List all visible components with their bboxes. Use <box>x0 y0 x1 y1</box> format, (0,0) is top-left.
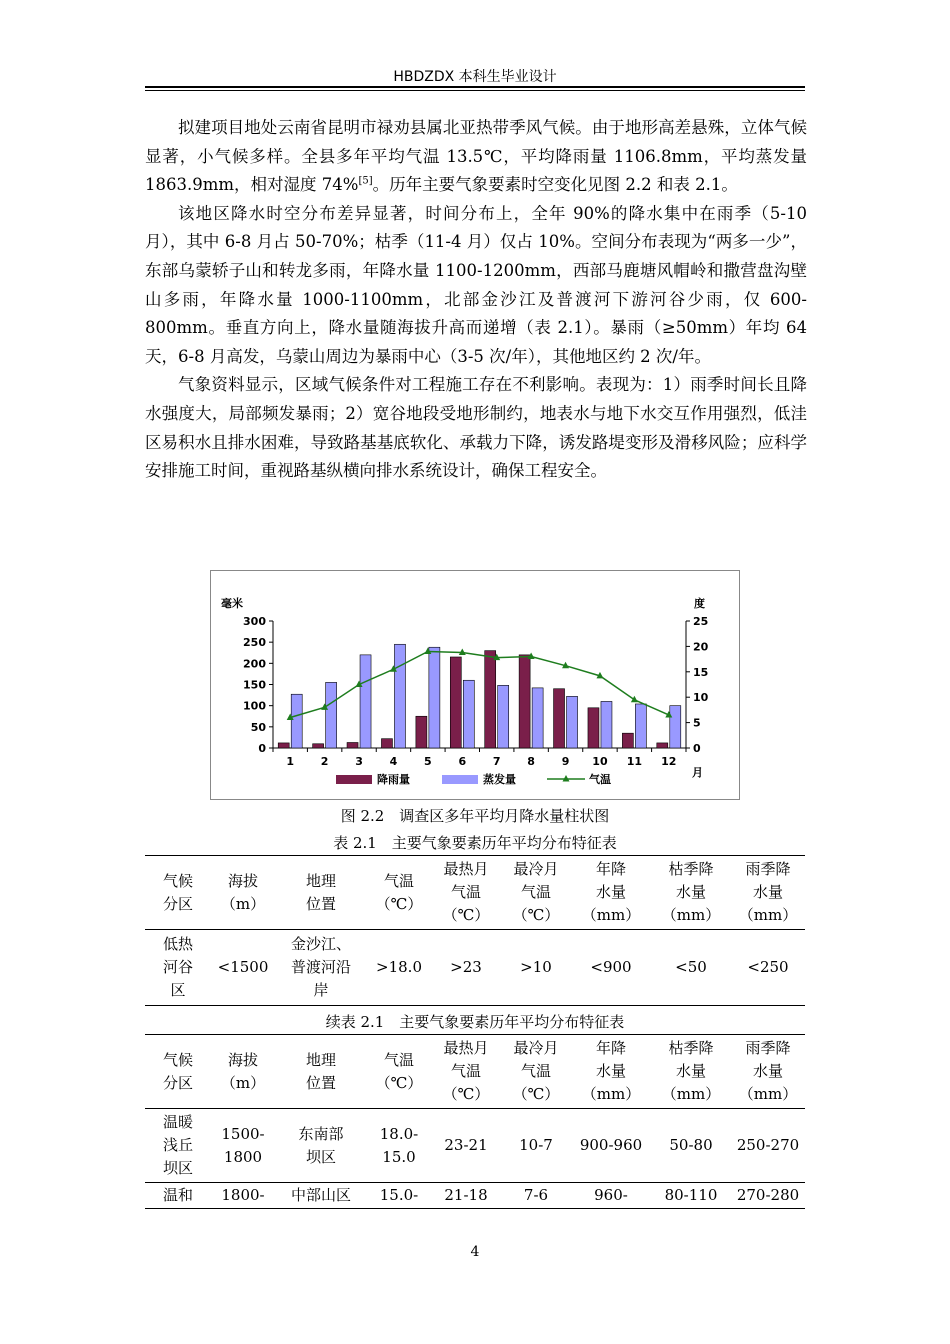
table-cell: 温和 <box>145 1183 211 1209</box>
bar-evaporation <box>429 647 440 748</box>
bar-rainfall <box>519 655 530 748</box>
table-row <box>145 930 805 1006</box>
table-cell: <1500 <box>211 930 275 1006</box>
column-header: 气温 （℃） <box>367 856 431 930</box>
table-cell: 金沙江、 普渡河沿 岸 <box>275 930 367 1006</box>
y-tick-label-left: 250 <box>243 636 266 650</box>
bar-evaporation <box>463 680 474 748</box>
column-header: 最冷月 气温 （℃） <box>501 856 571 930</box>
y-tick-label-left: 200 <box>243 657 266 671</box>
table-cell: 18.0- 15.0 <box>367 1109 431 1183</box>
bar-evaporation <box>532 688 543 748</box>
column-header: 枯季降 水量 （mm） <box>651 1035 731 1109</box>
bar-rainfall <box>450 657 461 748</box>
legend-label-temperature: 气温 <box>589 773 611 786</box>
y-axis-label-left: 毫米 <box>221 597 243 610</box>
figure-caption: 图 2.2 调查区多年平均月降水量柱状图 <box>340 807 610 825</box>
bar-rainfall <box>554 689 565 748</box>
column-header: 枯季降 水量 （mm） <box>651 856 731 930</box>
x-tick-label: 2 <box>320 755 329 768</box>
point-temperature <box>631 696 638 703</box>
bar-evaporation <box>394 644 405 748</box>
table-cell: 中部山区 <box>275 1183 367 1209</box>
table-cell: <250 <box>731 930 805 1006</box>
paragraph-precipitation: 该地区降水时空分布差异显著，时间分布上，全年 90%的降水集中在雨季（5-10 月），其中 6-8 月占 50-70%；枯季（11-4 月）仅占 10%。空间分布表现为“两多一少”，东部乌蒙轿子山和转龙多雨，年降水量 1100-1200mm，西部马鹿塘风帽岭和撒营盘沟壁山多雨，年降水量 1000-1100mm，北部金沙江及普渡河下游河谷少雨，仅 600-800mm。垂直方向上，降水量随海拔升高而递增（表 2.1）。暴雨（≥50mm）年均 64 天，6-8 月高发，乌蒙山周边为暴雨中心（3-5 次/年），其他地区约 2 次/年。 <box>145 203 807 366</box>
table-caption: 表 2.1 主要气象要素历年平均分布特征表 <box>333 834 617 852</box>
y-tick-label-right: 25 <box>693 615 709 628</box>
paragraph-1-text: 拟建项目地处云南省昆明市禄劝县属北亚热带季风气候。由于地形高差悬殊，立体气候显著，小气候多样。全县多年平均气温 13.5℃，平均降雨量 1106.8mm，平均蒸发量 1863.9mm，相对湿度 74% <box>145 118 807 195</box>
bar-evaporation <box>326 682 337 748</box>
table-cell: 80-110 <box>651 1183 731 1209</box>
bar-rainfall <box>313 744 324 748</box>
x-axis-label: 月 <box>692 766 703 779</box>
bar-line-chart <box>211 571 739 799</box>
column-header: 雨季降 水量 （mm） <box>731 1035 805 1109</box>
column-header: 海拔 （m） <box>211 1035 275 1109</box>
table-header-row <box>145 856 805 930</box>
climate-table <box>145 855 805 1006</box>
table-row <box>145 1183 805 1209</box>
x-tick-label: 12 <box>661 755 677 768</box>
bar-rainfall <box>278 743 289 748</box>
x-tick-label: 6 <box>458 755 467 768</box>
legend-label-rainfall: 降雨量 <box>377 773 410 786</box>
x-tick-label: 5 <box>424 755 432 768</box>
column-header: 气候 分区 <box>145 856 211 930</box>
y-tick-label-right: 0 <box>693 742 701 755</box>
y-tick-label-left: 50 <box>250 720 266 734</box>
table-cell: 250-270 <box>731 1109 805 1183</box>
x-tick-label: 9 <box>561 755 570 768</box>
bar-rainfall <box>381 739 392 748</box>
bar-evaporation <box>567 696 578 748</box>
table-cell: <50 <box>651 930 731 1006</box>
column-header: 年降 水量 （mm） <box>571 856 651 930</box>
bar-evaporation <box>498 685 509 748</box>
table-cell: 7-6 <box>501 1183 571 1209</box>
paragraph-climate-overview <box>145 114 807 200</box>
y-tick-label-right: 5 <box>693 716 701 730</box>
table-cell: <900 <box>571 930 651 1006</box>
page-header: HBDZDX 本科生毕业设计 <box>393 69 557 85</box>
bar-evaporation <box>291 694 302 748</box>
paragraph-1-tail: 。历年主要气象要素时空变化见图 2.2 和表 2.1。 <box>372 175 738 195</box>
table-cell: 1800- <box>211 1183 275 1209</box>
chart-figure <box>210 570 740 800</box>
table-cell: 1500- 1800 <box>211 1109 275 1183</box>
table-cell: 960- <box>571 1183 651 1209</box>
table-header-row <box>145 1035 805 1109</box>
header-rule <box>145 86 805 88</box>
y-tick-label-right: 10 <box>693 691 709 705</box>
legend-label-evaporation: 蒸发量 <box>483 773 516 786</box>
bar-evaporation <box>601 701 612 748</box>
y-tick-label-left: 0 <box>258 742 266 755</box>
x-tick-label: 11 <box>626 755 643 768</box>
table-cell: 50-80 <box>651 1109 731 1183</box>
table-cell: 温暖 浅丘 坝区 <box>145 1109 211 1183</box>
table-cell: 低热 河谷 区 <box>145 930 211 1006</box>
y-axis-label-right: 度 <box>694 597 705 610</box>
table-cell: >10 <box>501 930 571 1006</box>
table-cell: 21-18 <box>431 1183 501 1209</box>
bar-evaporation <box>360 655 371 748</box>
x-tick-label: 8 <box>527 755 535 768</box>
table-cell: >18.0 <box>367 930 431 1006</box>
climate-table-continued <box>145 1034 805 1209</box>
paragraph-construction-impact: 气象资料显示，区域气候条件对工程施工存在不利影响。表现为：1）雨季时间长且降水强度大，局部频发暴雨；2）宽谷地段受地形制约，地表水与地下水交互作用强烈，低洼区易积水且排水困难，导致路基基底软化、承载力下降，诱发路堤变形及滑移风险；应科学安排施工时间，重视路基纵横向排水系统设计，确保工程安全。 <box>145 375 807 481</box>
bar-rainfall <box>622 733 633 748</box>
column-header: 雨季降 水量 （mm） <box>731 856 805 930</box>
column-header: 地理 位置 <box>275 1035 367 1109</box>
citation-ref: [5] <box>358 175 373 187</box>
column-header: 气候 分区 <box>145 1035 211 1109</box>
legend-swatch-rainfall <box>336 775 372 784</box>
y-tick-label-right: 15 <box>693 665 709 679</box>
y-tick-label-left: 300 <box>243 615 266 628</box>
x-tick-label: 1 <box>286 755 295 768</box>
column-header: 气温 （℃） <box>367 1035 431 1109</box>
bar-rainfall <box>485 651 496 748</box>
y-tick-label-left: 100 <box>243 699 266 713</box>
table-row <box>145 1109 805 1183</box>
table-continued-caption: 续表 2.1 主要气象要素历年平均分布特征表 <box>325 1013 625 1031</box>
bar-rainfall <box>657 743 668 748</box>
column-header: 最冷月 气温 （℃） <box>501 1035 571 1109</box>
bar-rainfall <box>588 708 599 748</box>
body-text <box>145 114 807 486</box>
bar-evaporation <box>635 704 646 748</box>
x-tick-label: 4 <box>389 755 398 768</box>
y-tick-label-left: 150 <box>243 678 266 692</box>
bar-rainfall <box>347 742 358 748</box>
x-tick-label: 3 <box>355 755 363 768</box>
table-cell: 900-960 <box>571 1109 651 1183</box>
table-cell: 东南部 坝区 <box>275 1109 367 1183</box>
column-header: 海拔 （m） <box>211 856 275 930</box>
bar-rainfall <box>416 716 427 748</box>
table-cell: 10-7 <box>501 1109 571 1183</box>
column-header: 年降 水量 （mm） <box>571 1035 651 1109</box>
table-cell: 270-280 <box>731 1183 805 1209</box>
page-number: 4 <box>470 1244 480 1260</box>
header-rule-thin <box>145 90 805 91</box>
x-tick-label: 10 <box>592 755 608 768</box>
table-cell: 23-21 <box>431 1109 501 1183</box>
legend-swatch-evaporation <box>442 775 478 784</box>
y-tick-label-right: 20 <box>693 640 709 654</box>
column-header: 最热月 气温 （℃） <box>431 856 501 930</box>
column-header: 地理 位置 <box>275 856 367 930</box>
x-tick-label: 7 <box>492 755 501 768</box>
table-cell: 15.0- <box>367 1183 431 1209</box>
column-header: 最热月 气温 （℃） <box>431 1035 501 1109</box>
table-cell: >23 <box>431 930 501 1006</box>
bar-evaporation <box>670 706 681 748</box>
